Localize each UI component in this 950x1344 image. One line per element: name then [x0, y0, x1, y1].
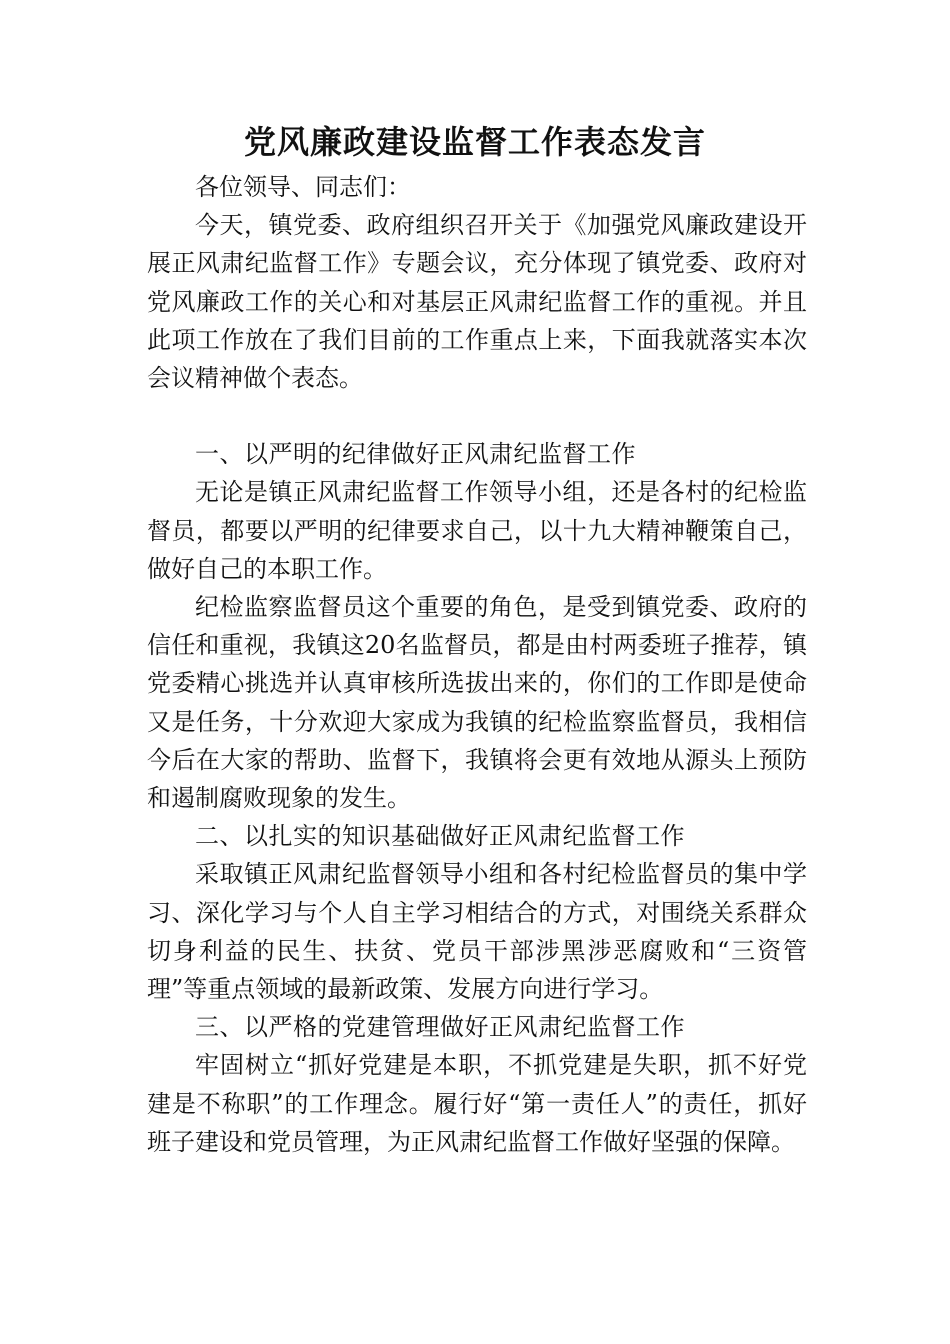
section-heading-1: 一、以严明的纪律做好正风肃纪监督工作 — [195, 440, 636, 469]
paragraph-section-3: 牢固树立“抓好党建是本职，不抓党建是失职，抓不好党建是不称职”的工作理念。履行好“第一责任人”的责任，抓好班子建设和党员管理，为正风肃纪监督工作做好坚强的保障。 — [147, 1051, 807, 1156]
paragraph-section-1a: 无论是镇正风肃纪监督工作领导小组，还是各村的纪检监督员，都要以严明的纪律要求自己，以十九大精神鞭策自己，做好自己的本职工作。 — [147, 478, 807, 583]
section-heading-2: 二、以扎实的知识基础做好正风肃纪监督工作 — [195, 822, 685, 851]
paragraph-section-2: 采取镇正风肃纪监督领导小组和各村纪检监督员的集中学习、深化学习与个人自主学习相结合的方式，对围绕关系群众切身利益的民生、扶贫、党员干部涉黑涉恶腐败和“三资管理”等重点领域的最新政策、发展方向进行学习。 — [147, 860, 807, 1004]
greeting: 各位领导、同志们： — [195, 173, 411, 201]
paragraph-intro: 今天，镇党委、政府组织召开关于《加强党风廉政建设开展正风肃纪监督工作》专题会议，充分体现了镇党委、政府对党风廉政工作的关心和对基层正风肃纪监督工作的重视。并且此项工作放在了我们目前的工作重点上来，下面我就落实本次会议精神做个表态。 — [147, 211, 807, 393]
paragraph-section-1b: 纪检监察监督员这个重要的角色，是受到镇党委、政府的信任和重视，我镇这20名监督员，都是由村两委班子推荐，镇党委精心挑选并认真审核所选拔出来的，你们的工作即是使命又是任务，十分欢迎大家成为我镇的纪检监察监督员，我相信今后在大家的帮助、监督下，我镇将会更有效地从源头上预防和遏制腐败现象的发生。 — [147, 593, 807, 813]
document-body — [147, 168, 807, 1161]
section-heading-3: 三、以严格的党建管理做好正风肃纪监督工作 — [195, 1013, 685, 1042]
document-title: 党风廉政建设监督工作表态发言 — [243, 123, 706, 161]
